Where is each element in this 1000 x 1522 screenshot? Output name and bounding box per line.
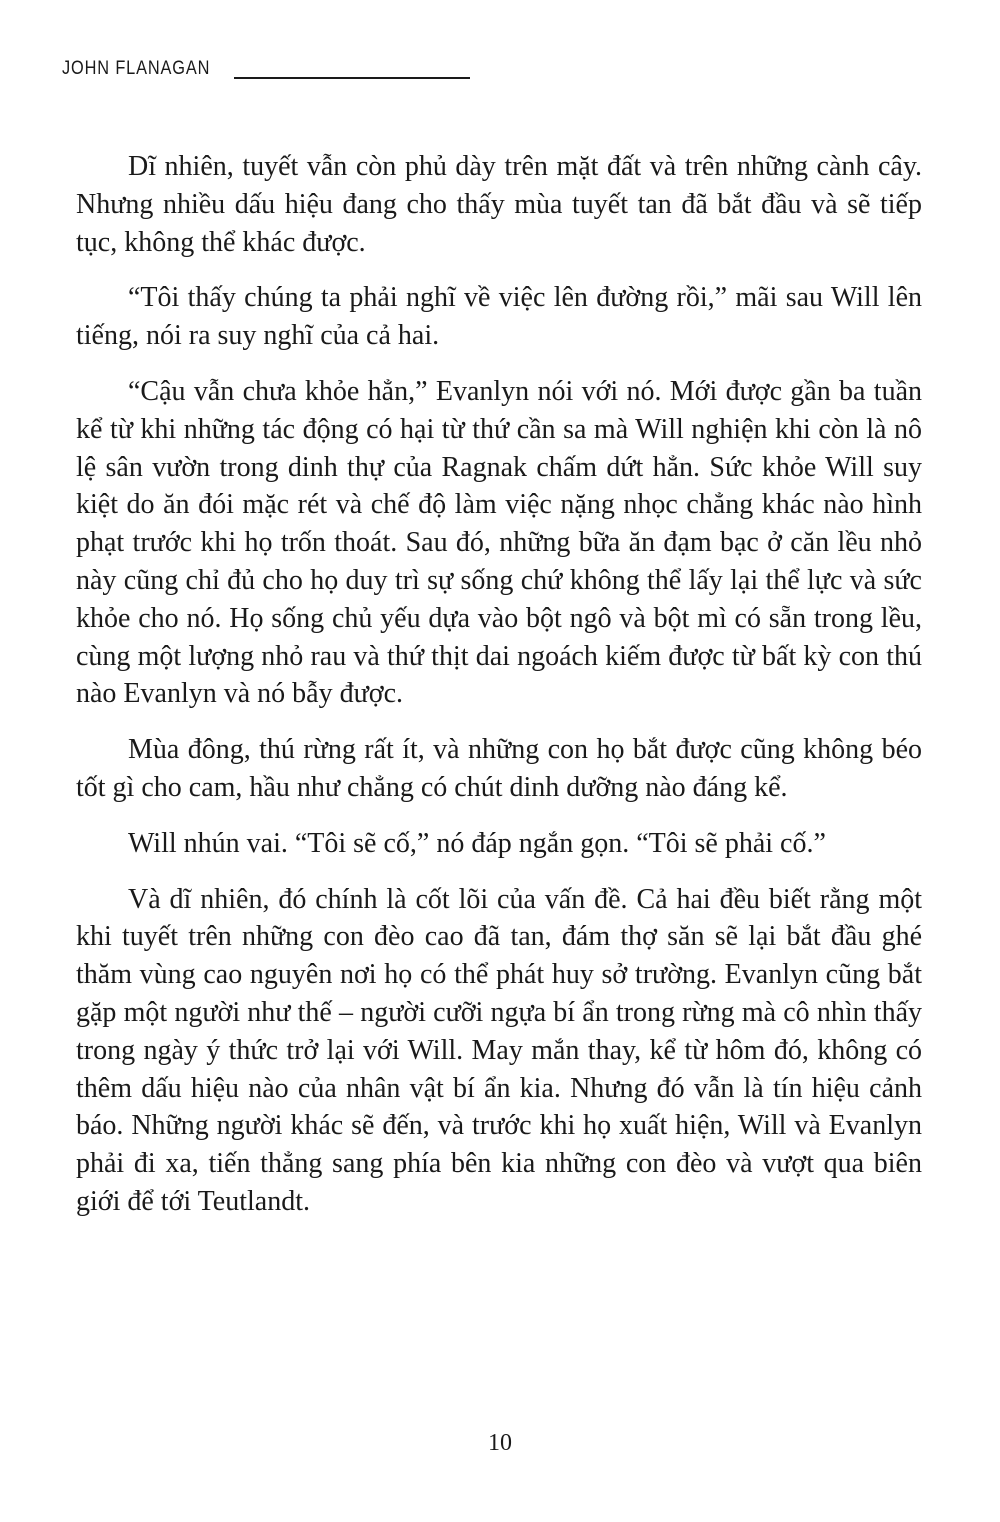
body-text (76, 148, 922, 1239)
page-number: 10 (488, 1430, 512, 1456)
paragraph: Will nhún vai. “Tôi sẽ cố,” nó đáp ngắn gọn. “Tôi sẽ phải cố.” (128, 827, 826, 859)
paragraph: Và dĩ nhiên, đó chính là cốt lõi của vấn đề. Cả hai đều biết rằng một khi tuyết trên những con đèo cao đã tan, đám thợ săn sẽ lại bắt đầu ghé thăm vùng cao nguyên nơi họ có thể phát huy sở trường. Evanlyn cũng bắt gặp một người như thế – người cưỡi ngựa bí ẩn trong rừng mà cô nhìn thấy trong ngày ý thức trở lại với Will. May mắn thay, kể từ hôm đó, không có thêm dấu hiệu nào của nhân vật bí ẩn kia. Nhưng đó vẫn là tín hiệu cảnh báo. Những người khác sẽ đến, và trước khi họ xuất hiện, Will và Evanlyn phải đi xa, tiến thẳng sang phía bên kia những con đèo và vượt qua biên giới để tới Teutlandt. (76, 883, 922, 1217)
paragraph: “Tôi thấy chúng ta phải nghĩ về việc lên đường rồi,” mãi sau Will lên tiếng, nói ra suy nghĩ của cả hai. (76, 282, 922, 352)
paragraph: “Cậu vẫn chưa khỏe hẳn,” Evanlyn nói với nó. Mới được gần ba tuần kể từ khi những tác động có hại từ thứ cần sa mà Will nghiện khi còn là nô lệ sân vườn trong dinh thự của Ragnak chấm dứt hẳn. Sức khỏe Will suy kiệt do ăn đói mặc rét và chế độ làm việc nặng nhọc chẳng khác nào hình phạt trước khi họ trốn thoát. Sau đó, những bữa ăn đạm bạc ở căn lều nhỏ này cũng chỉ đủ cho họ duy trì sự sống chứ không thể lấy lại thể lực và sức khỏe cho nó. Họ sống chủ yếu dựa vào bột ngô và bột mì có sẵn trong lều, cùng một lượng nhỏ rau và thứ thịt dai ngoách kiếm được từ bất kỳ con thú nào Evanlyn và nó bẫy được. (76, 375, 922, 710)
running-head (62, 58, 482, 88)
paragraph: Dĩ nhiên, tuyết vẫn còn phủ dày trên mặt đất và trên những cành cây. Nhưng nhiều dấu hiệu đang cho thấy mùa tuyết tan đã bắt đầu và sẽ tiếp tục, không thể khác được. (76, 151, 922, 258)
paragraph: Mùa đông, thú rừng rất ít, và những con họ bắt được cũng không béo tốt gì cho cam, hầu như chẳng có chút dinh dưỡng nào đáng kể. (76, 734, 922, 803)
running-head-rule (234, 77, 470, 79)
running-head-author: JOHN FLANAGAN (62, 58, 211, 79)
